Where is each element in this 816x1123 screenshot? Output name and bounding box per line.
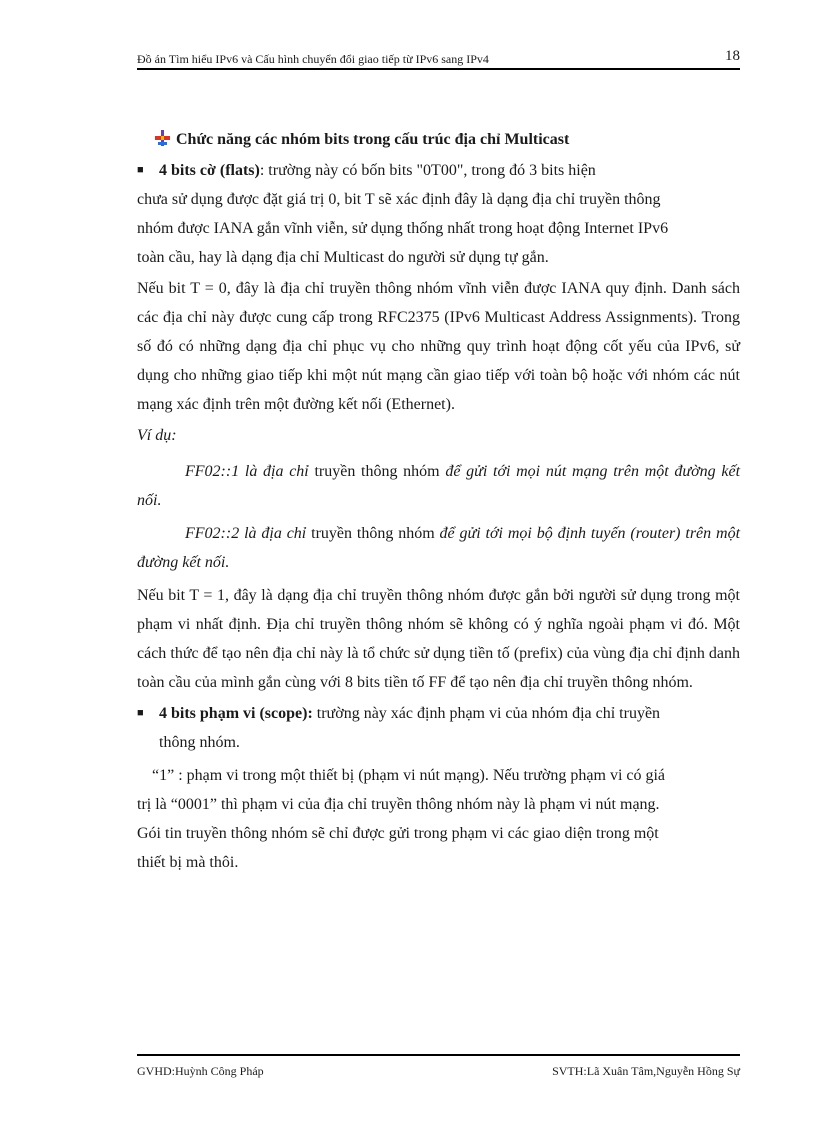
scope-1-block xyxy=(137,761,740,877)
flags-bullet xyxy=(137,156,740,185)
example-1-middle: truyền thông nhóm xyxy=(308,463,446,480)
example-1-description: để gửi tới mọi nút mạng trên một đường kết nối. xyxy=(137,463,741,509)
example-2-address: FF02::2 là địa chỉ xyxy=(185,525,307,542)
scope-1-line-1: “1” : phạm vi trong một thiết bị (phạm vi nút mạng). Nếu trường phạm vi có giá xyxy=(152,767,666,784)
scope-1-line-3: Gói tin truyền thông nhóm sẽ chỉ được gửi trong phạm vi các giao diện trong một xyxy=(137,825,659,842)
scope-1-line-2: trị là “0001” thì phạm vi của địa chỉ truyền thông nhóm này là phạm vi nút mạng. xyxy=(137,796,660,813)
section-heading xyxy=(155,125,740,154)
flags-intro: : trường này có bốn bits "0T00", trong đó 3 bits hiện xyxy=(259,162,596,179)
section-heading-text: Chức năng các nhóm bits trong cấu trúc địa chỉ Multicast xyxy=(176,131,570,148)
flags-line-2: nhóm được IANA gắn vĩnh viễn, sử dụng thống nhất trong hoạt động Internet IPv6 xyxy=(137,220,669,237)
header-title: Đồ án Tìm hiểu IPv6 và Cấu hình chuyển đổi giao tiếp từ IPv6 sang IPv4 xyxy=(137,52,489,66)
example-1-address: FF02::1 là địa chỉ xyxy=(185,463,309,480)
scope-1-line-4: thiết bị mà thôi. xyxy=(137,854,239,871)
scope-label: 4 bits phạm vi (scope): xyxy=(159,705,313,722)
page-header xyxy=(137,44,740,70)
footer-students: SVTH:Lã Xuân Tâm,Nguyễn Hồng Sự xyxy=(552,1064,740,1078)
example-2 xyxy=(137,519,740,577)
example-2-middle: truyền thông nhóm xyxy=(306,525,440,542)
example-2-description: để gửi tới mọi bộ định tuyến (router) trên một đường kết nối. xyxy=(137,525,741,571)
footer-advisor: GVHD:Huỳnh Công Pháp xyxy=(137,1064,264,1078)
t0-paragraph: Nếu bit T = 0, đây là địa chỉ truyền thông nhóm vĩnh viễn được IANA quy định. Danh sách các địa chỉ này được cung cấp trong RFC2375 (IPv6 Multicast Address Assignments). Trong số đó có những dạng địa chỉ phục vụ cho những quy trình hoạt động cốt yếu của IPv6, sử dụng cho những giao tiếp khi một nút mạng cần giao tiếp với toàn bộ hoặc với nhóm các nút mạng xác định trên một đường kết nối (Ethernet). xyxy=(137,280,740,413)
flags-label: 4 bits cờ (flats) xyxy=(159,162,260,179)
scope-line-1: trường này xác định phạm vi của nhóm địa chỉ truyền xyxy=(312,705,661,722)
square-bullet-icon: ■ xyxy=(137,707,144,719)
flags-line-3: toàn cầu, hay là dạng địa chỉ Multicast do người sử dụng tự gắn. xyxy=(137,249,549,266)
example-1 xyxy=(137,457,740,515)
page-footer xyxy=(137,1054,740,1078)
square-bullet-icon: ■ xyxy=(137,164,144,176)
flags-line-1: chưa sử dụng được đặt giá trị 0, bit T sẽ xác định đây là dạng địa chỉ truyền thông xyxy=(137,191,661,208)
scope-bullet xyxy=(137,699,740,728)
example-label: Ví dụ: xyxy=(137,427,177,444)
t1-paragraph: Nếu bit T = 1, đây là dạng địa chỉ truyền thông nhóm được gắn bởi người sử dụng trong một phạm vi nhất định. Địa chỉ truyền thông nhóm sẽ không có ý nghĩa ngoài phạm vi đó. Một cách thức để tạo nên địa chỉ này là tổ chức sử dụng tiền tố (prefix) của vùng địa chỉ định danh toàn cầu của mình gắn cùng với 8 bits tiền tố FF để tạo nên địa chỉ truyền thông nhóm. xyxy=(137,587,740,691)
page-content xyxy=(137,125,740,877)
scope-line-2: thông nhóm. xyxy=(159,734,240,751)
page-number: 18 xyxy=(725,48,740,64)
pin-bullet-icon xyxy=(155,130,170,146)
